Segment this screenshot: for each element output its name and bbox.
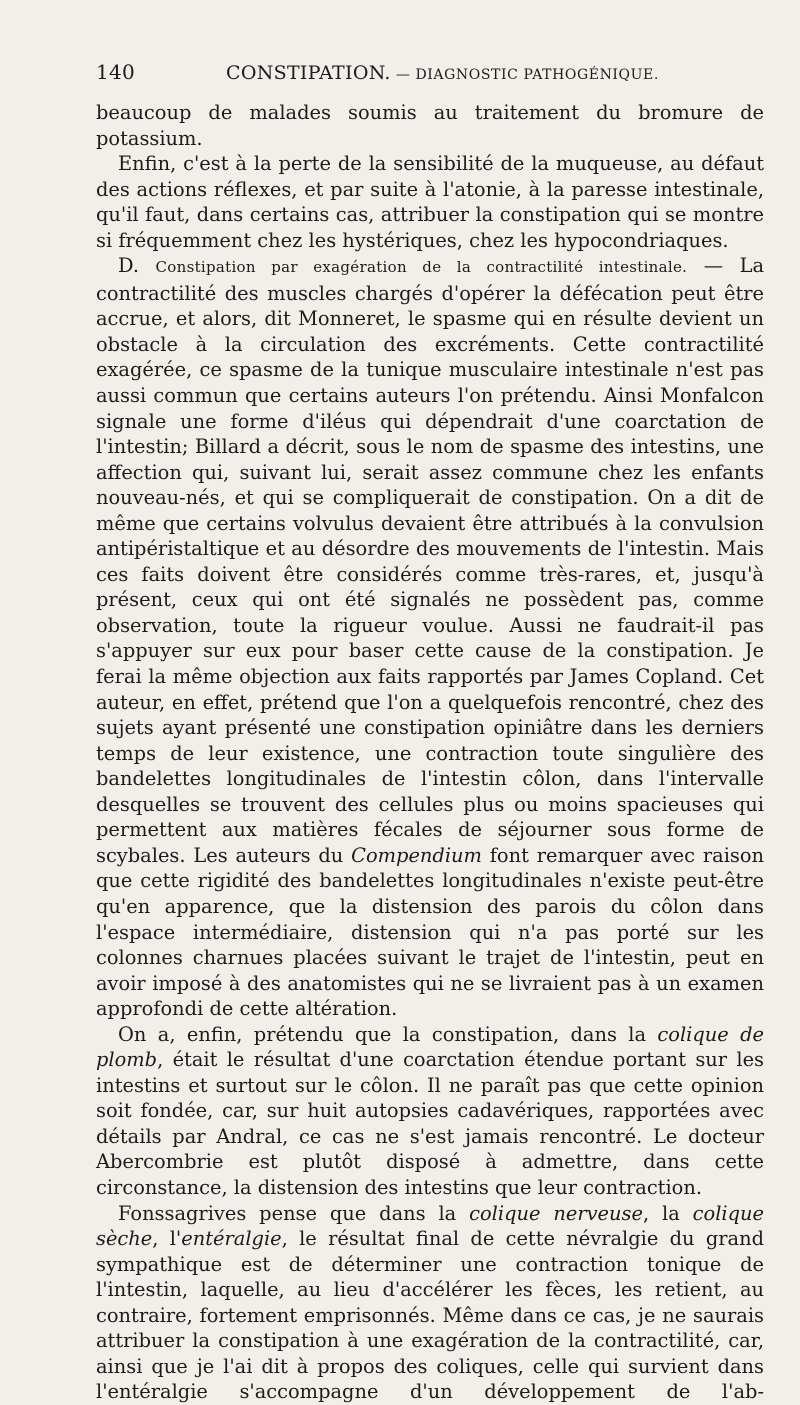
section-d-body: — La contractilité des muscles chargés d'opérer la défécation peut être accrue, et alors, dit Monneret, le spasme qui en résulte devient un obstacle à la circulation des excréments. Cette contractilité exagérée, ce spasme de la tunique musculaire intestinale n'est pas aussi commun que certains auteurs l'on prétendu. Ainsi Monfalcon signale une forme d'iléus qui dépendrait d'une coarctation de l'intestin; Billard a décrit, sous le nom de spasme des intestins, une affection qui, suivant lui, serait assez commune chez les enfants nouveau-nés, et qui se compliquerait de constipation. On a dit de même que certains volvulus devaient être attribués à la convulsion antipéristaltique et au désordre des mouvements de l'intestin. Mais ces faits doivent être considérés comme très-rares, et, jusqu'à présent, ceux qui ont été signalés ne possèdent pas, comme observation, toute la rigueur voulue. Aussi ne faudrait-il pas s'appuyer sur eux pour baser cette cause de la constipation. Je ferai la même objection aux faits rapportés par James Copland. Cet auteur, en effet, prétend que l'on a quelquefois rencontré, chez des sujets ayant présenté une constipation opiniâtre dans les derniers temps de leur existence, une contraction toute singulière des bandelettes longitudinales de l'intestin côlon, dans l'intervalle desquelles se trouvent des cellules plus ou moins spacieuses qui permettent aux matières fécales de séjourner sous forme de scybales. Les auteurs du: [96, 254, 765, 867]
paragraph-hysteria: Enfin, c'est à la perte de la sensibilité de la muqueuse, au défaut des actions réflexes, et par suite à l'atonie, à la paresse intestinale, qu'il faut, dans certains cas, attribuer la constipation qui se montre si fréquemment chez les hystériques, chez les hypocondriaques.: [96, 152, 764, 252]
lead-colic-italic: colique de plomb: [96, 1022, 764, 1072]
body-text: [96, 100, 764, 1405]
running-header: [96, 60, 764, 90]
chapter-title: CONSTIPATION.: [226, 62, 391, 84]
section-d-heading: Constipation par exagération de la contractilité intestinale.: [155, 258, 688, 277]
fonssagrives-text-b: , la: [642, 1201, 693, 1225]
lead-colic-text-a: On a, enfin, prétendu que la constipation, dans la: [118, 1022, 658, 1046]
running-title: [226, 62, 659, 84]
colique-nerveuse-italic: colique nerveuse: [469, 1201, 643, 1225]
section-title: — DIAGNOSTIC PATHOGÉNIQUE.: [390, 67, 659, 83]
colique-seche-italic: colique sèche: [96, 1201, 764, 1251]
page-number: 140: [96, 60, 136, 84]
paragraph-continuation: beaucoup de malades soumis au traitement du bromure de potassium.: [96, 101, 764, 150]
fonssagrives-text-c: , l': [152, 1227, 182, 1251]
section-d-tail: font remarquer avec raison que cette rigidité des bandelettes longitudinales n'existe peut-être qu'en apparence, que la distension des parois du côlon dans l'espace intermédiaire, distension qui n'a pas porté sur les colonnes charnues placées suivant le trajet de l'intestin, peut en avoir imposé à des anatomistes qui ne se livraient pas à un examen approfondi de cette altération.: [96, 843, 765, 1021]
fonssagrives-text-a: Fonssagrives pense que dans la: [118, 1201, 470, 1225]
enteralgie-italic: entéralgie: [181, 1227, 282, 1251]
section-d-label: D.: [118, 254, 156, 278]
paragraph-lead-colic: [96, 1022, 764, 1201]
compendium-italic: Compendium: [351, 843, 482, 867]
paragraph-fonssagrives: [96, 1201, 764, 1405]
lead-colic-text-b: , était le résultat d'une coarctation étendue portant sur les intestins et surtout sur le côlon. Il ne paraît pas que cette opinion soit fondée, car, sur huit autopsies cadavériques, rapportées avec détails par Andral, ce cas ne s'est jamais rencontré. Le docteur Abercombrie est plutôt disposé à admettre, dans cette circonstance, la distension des intestins que leur contraction.: [96, 1048, 764, 1199]
section-d: [96, 253, 764, 1021]
fonssagrives-text-d: , le résultat final de cette névralgie du grand sympathique est de déterminer une contraction tonique de l'intestin, laquelle, au lieu d'accélérer les fèces, les retient, au contraire, fortement emprisonnés. Même dans ce cas, je ne saurais attribuer la constipation à une exagération de la contractilité, car, ainsi que je l'ai dit à propos des coliques, celle qui survient dans l'entéralgie s'accompagne d'un développement de l'ab-: [96, 1227, 764, 1404]
